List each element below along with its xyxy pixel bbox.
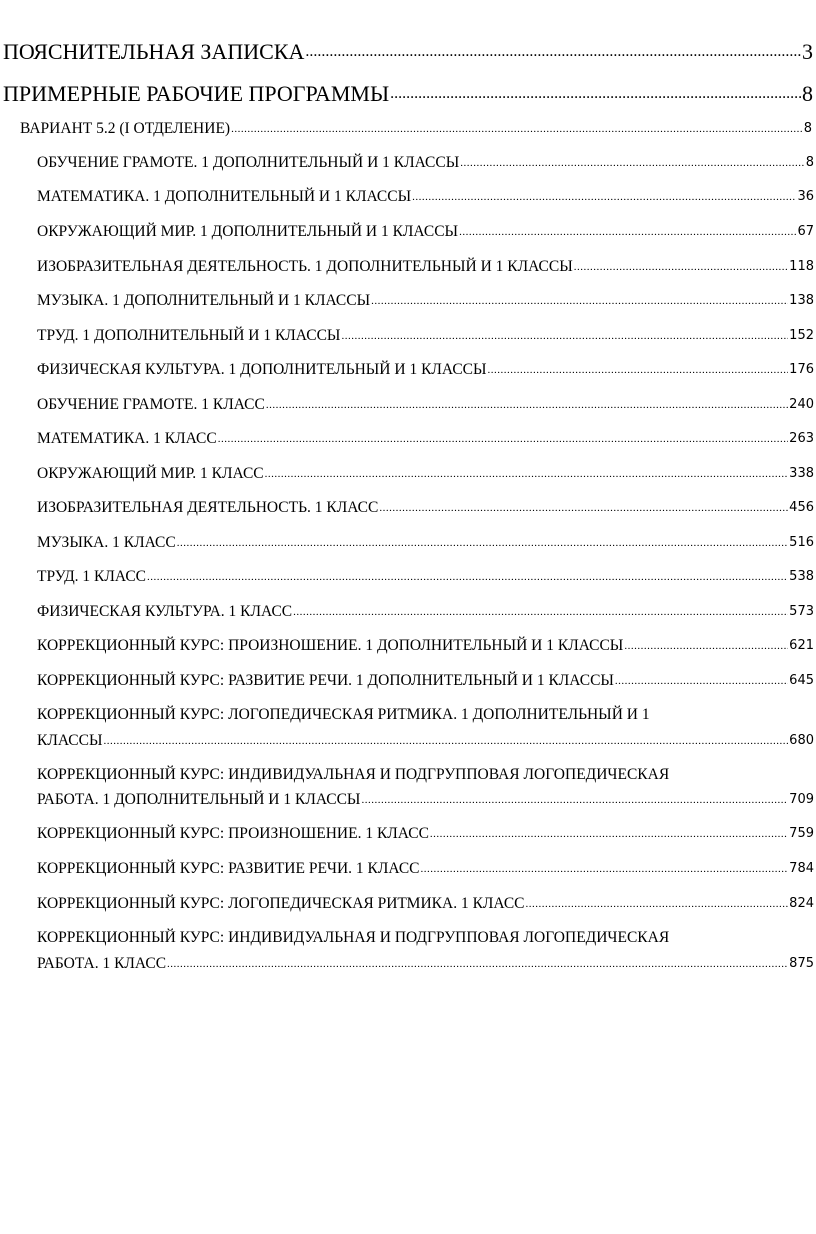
toc-entry[interactable] — [37, 532, 814, 553]
dot-leader — [624, 635, 788, 656]
toc-entry[interactable] — [3, 78, 813, 107]
toc-entry-label: ВАРИАНТ 5.2 (I ОТДЕЛЕНИЕ) — [20, 120, 231, 137]
toc-entry-label: ИЗОБРАЗИТЕЛЬНАЯ ДЕЯТЕЛЬНОСТЬ. 1 КЛАСС — [37, 499, 379, 516]
toc-entry-label: ОБУЧЕНИЕ ГРАМОТЕ. 1 ДОПОЛНИТЕЛЬНЫЙ И 1 КЛАССЫ — [37, 154, 460, 171]
toc-entry-page: 621 — [789, 638, 814, 653]
toc-entry-label: РАБОТА. 1 КЛАСС — [37, 955, 167, 972]
dot-leader — [177, 532, 788, 553]
toc-entry[interactable] — [37, 635, 814, 656]
toc-entry-label: КОРРЕКЦИОННЫЙ КУРС: ПРОИЗНОШЕНИЕ. 1 КЛАСС — [37, 825, 429, 842]
toc-entry[interactable] — [37, 325, 814, 346]
toc-entry[interactable] — [37, 359, 814, 380]
toc-entry-page: 875 — [789, 956, 814, 971]
toc-entry-first-line[interactable]: КОРРЕКЦИОННЫЙ КУРС: ЛОГОПЕДИЧЕСКАЯ РИТМИКА. 1 ДОПОЛНИТЕЛЬНЫЙ И 1 — [37, 706, 650, 723]
toc-entry-page: 709 — [789, 792, 814, 807]
toc-entry[interactable] — [37, 670, 814, 691]
toc-entry-label: ФИЗИЧЕСКАЯ КУЛЬТУРА. 1 КЛАСС — [37, 603, 293, 620]
toc-entry-page: 138 — [789, 293, 814, 308]
toc-entry[interactable] — [37, 823, 814, 844]
toc-entry-first-line[interactable]: КОРРЕКЦИОННЫЙ КУРС: ИНДИВИДУАЛЬНАЯ И ПОДГРУППОВАЯ ЛОГОПЕДИЧЕСКАЯ — [37, 766, 670, 783]
toc-entry-page: 67 — [797, 224, 814, 239]
toc-entry[interactable] — [37, 953, 814, 974]
toc-entry[interactable] — [37, 256, 814, 277]
toc-entry[interactable] — [37, 858, 814, 879]
toc-entry-page: 680 — [789, 733, 814, 748]
toc-entry-label: КЛАССЫ — [37, 732, 103, 749]
toc-entry-page: 784 — [789, 861, 814, 876]
toc-entry[interactable] — [37, 290, 814, 311]
dot-leader — [379, 497, 788, 518]
dot-leader — [390, 78, 801, 107]
dot-leader — [421, 858, 789, 879]
toc-entry[interactable] — [3, 36, 813, 65]
dot-leader — [341, 325, 788, 346]
toc-entry[interactable] — [37, 221, 814, 242]
dot-leader — [266, 394, 788, 415]
toc-entry[interactable] — [37, 152, 814, 173]
toc-entry-label: КОРРЕКЦИОННЫЙ КУРС: РАЗВИТИЕ РЕЧИ. 1 КЛАСС — [37, 860, 420, 877]
toc-entry-label: РАБОТА. 1 ДОПОЛНИТЕЛЬНЫЙ И 1 КЛАССЫ — [37, 791, 361, 808]
toc-entry-page: 263 — [789, 431, 814, 446]
dot-leader — [412, 186, 796, 207]
toc-entry-page: 824 — [789, 896, 814, 911]
dot-leader — [488, 359, 789, 380]
toc-entry-page: 338 — [789, 466, 814, 481]
dot-leader — [167, 953, 788, 974]
toc-entry-label: ПОЯСНИТЕЛЬНАЯ ЗАПИСКА — [3, 39, 305, 64]
toc-entry[interactable] — [37, 566, 814, 587]
toc-entry-page: 516 — [789, 535, 814, 550]
toc-entry[interactable] — [37, 893, 814, 914]
toc-entry-label: МУЗЫКА. 1 КЛАСС — [37, 534, 176, 551]
toc-entry-label: ИЗОБРАЗИТЕЛЬНАЯ ДЕЯТЕЛЬНОСТЬ. 1 ДОПОЛНИТЕЛЬНЫЙ И 1 КЛАССЫ — [37, 258, 573, 275]
dot-leader — [526, 893, 789, 914]
toc-entry-page: 573 — [789, 604, 814, 619]
toc-entry-page: 759 — [789, 826, 814, 841]
toc-entry-label: МАТЕМАТИКА. 1 ДОПОЛНИТЕЛЬНЫЙ И 1 КЛАССЫ — [37, 188, 412, 205]
dot-leader — [218, 428, 788, 449]
toc-entry-page: 8 — [803, 121, 812, 136]
toc-entry[interactable] — [37, 789, 814, 810]
toc-entry[interactable] — [37, 428, 814, 449]
dot-leader — [103, 730, 788, 751]
dot-leader — [430, 823, 788, 844]
toc-entry-page: 645 — [789, 673, 814, 688]
toc-entry-page: 118 — [789, 259, 814, 274]
toc-entry-page: 8 — [802, 81, 813, 106]
dot-leader — [231, 118, 803, 139]
toc-entry-label: ПРИМЕРНЫЕ РАБОЧИЕ ПРОГРАММЫ — [3, 81, 390, 106]
toc-entry-page: 538 — [789, 569, 814, 584]
dot-leader — [293, 601, 788, 622]
toc-entry-label: КОРРЕКЦИОННЫЙ КУРС: РАЗВИТИЕ РЕЧИ. 1 ДОПОЛНИТЕЛЬНЫЙ И 1 КЛАССЫ — [37, 672, 614, 689]
dot-leader — [147, 566, 788, 587]
dot-leader — [361, 789, 788, 810]
dot-leader — [460, 152, 804, 173]
dot-leader — [371, 290, 788, 311]
toc-entry-label: КОРРЕКЦИОННЫЙ КУРС: ЛОГОПЕДИЧЕСКАЯ РИТМИКА. 1 КЛАСС — [37, 895, 525, 912]
dot-leader — [574, 256, 788, 277]
toc-entry-page: 240 — [789, 397, 814, 412]
toc-entry[interactable] — [37, 730, 814, 751]
dot-leader — [615, 670, 788, 691]
toc-entry[interactable] — [20, 118, 812, 139]
toc-entry-label: МАТЕМАТИКА. 1 КЛАСС — [37, 430, 217, 447]
toc-entry[interactable] — [37, 186, 814, 207]
toc-entry-label: ФИЗИЧЕСКАЯ КУЛЬТУРА. 1 ДОПОЛНИТЕЛЬНЫЙ И 1 КЛАССЫ — [37, 361, 487, 378]
toc-entry[interactable] — [37, 497, 814, 518]
toc-entry-page: 176 — [789, 362, 814, 377]
dot-leader — [305, 36, 801, 65]
toc-entry-label: ТРУД. 1 КЛАСС — [37, 568, 147, 585]
dot-leader — [265, 463, 789, 484]
toc-entry-label: КОРРЕКЦИОННЫЙ КУРС: ПРОИЗНОШЕНИЕ. 1 ДОПОЛНИТЕЛЬНЫЙ И 1 КЛАССЫ — [37, 637, 624, 654]
dot-leader — [459, 221, 796, 242]
toc-entry-page: 456 — [789, 500, 814, 515]
toc-entry[interactable] — [37, 463, 814, 484]
toc-entry-page: 8 — [805, 155, 814, 170]
toc-entry-page: 152 — [789, 328, 814, 343]
toc-entry[interactable] — [37, 394, 814, 415]
toc-entry-label: ОКРУЖАЮЩИЙ МИР. 1 ДОПОЛНИТЕЛЬНЫЙ И 1 КЛАССЫ — [37, 223, 459, 240]
toc-entry[interactable] — [37, 601, 814, 622]
toc-entry-first-line[interactable]: КОРРЕКЦИОННЫЙ КУРС: ИНДИВИДУАЛЬНАЯ И ПОДГРУППОВАЯ ЛОГОПЕДИЧЕСКАЯ — [37, 929, 670, 946]
toc-entry-label: ОКРУЖАЮЩИЙ МИР. 1 КЛАСС — [37, 465, 264, 482]
toc-entry-label: МУЗЫКА. 1 ДОПОЛНИТЕЛЬНЫЙ И 1 КЛАССЫ — [37, 292, 371, 309]
toc-entry-page: 3 — [802, 39, 813, 64]
toc-entry-page: 36 — [797, 189, 814, 204]
toc-entry-label: ТРУД. 1 ДОПОЛНИТЕЛЬНЫЙ И 1 КЛАССЫ — [37, 327, 341, 344]
toc-entry-label: ОБУЧЕНИЕ ГРАМОТЕ. 1 КЛАСС — [37, 396, 265, 413]
